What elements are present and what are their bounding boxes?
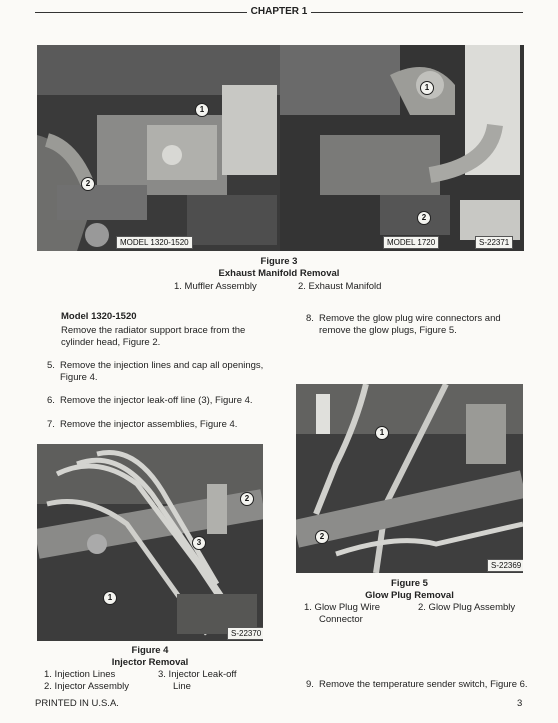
figure5-legend-1: 1. Glow Plug Wire Connector: [304, 602, 381, 625]
figure3-left-photo: [37, 45, 280, 251]
glow-plug-illustration: [296, 384, 523, 573]
figure5-title: Figure 5 Glow Plug Removal: [365, 578, 454, 601]
figure4-legend-col2: 3. Injector Leak-off Line: [158, 669, 237, 692]
printed-in-usa: PRINTED IN U.S.A.: [35, 698, 119, 709]
figure4-legend-col1: 1. Injection Lines 2. Injector Assembly: [44, 669, 130, 692]
figure3-callout-1-left: 1: [195, 103, 209, 117]
figure3-right-model-tag: MODEL 1720: [383, 236, 439, 249]
figure4-title: Figure 4 Injector Removal: [111, 645, 189, 668]
figure3-title: Figure 3 Exhaust Manifold Removal: [218, 256, 340, 279]
figure4-callout-2: 2: [240, 492, 254, 506]
figure4-callout-3: 3: [192, 536, 206, 550]
figure5-photo: [296, 384, 523, 573]
figure3-right-photo: [280, 45, 524, 251]
figure5-callout-2: 2: [315, 530, 329, 544]
figure4-code: S-22370: [227, 627, 263, 640]
figure3-callout-2-right: 2: [417, 211, 431, 225]
chapter-heading: CHAPTER 1: [0, 6, 558, 17]
figure3-callout-2-left: 2: [81, 177, 95, 191]
figure5-callout-1: 1: [375, 426, 389, 440]
page-number: 3: [517, 698, 523, 709]
injector-lines-illustration: [37, 444, 263, 641]
figure3-code: S-22371: [475, 236, 513, 249]
figure3-legend-1: 1. Muffler Assembly: [174, 281, 257, 292]
intro-paragraph-line2: cylinder head, Figure 2.: [61, 337, 161, 348]
figure3-callout-1-right: 1: [420, 81, 434, 95]
figure4-photo: [37, 444, 263, 641]
figure3-legend-2: 2. Exhaust Manifold: [298, 281, 382, 292]
engine-manifold-illustration: [37, 45, 280, 251]
model-heading: Model 1320-1520: [61, 311, 137, 322]
figure4-callout-1: 1: [103, 591, 117, 605]
figure5-legend-2: 2. Glow Plug Assembly: [418, 602, 516, 613]
intro-paragraph-line1: Remove the radiator support brace from the: [61, 325, 246, 336]
figure5-code: S-22369: [487, 559, 523, 572]
figure3-left-model-tag: MODEL 1320-1520: [116, 236, 193, 249]
engine-muffler-illustration: [280, 45, 524, 251]
